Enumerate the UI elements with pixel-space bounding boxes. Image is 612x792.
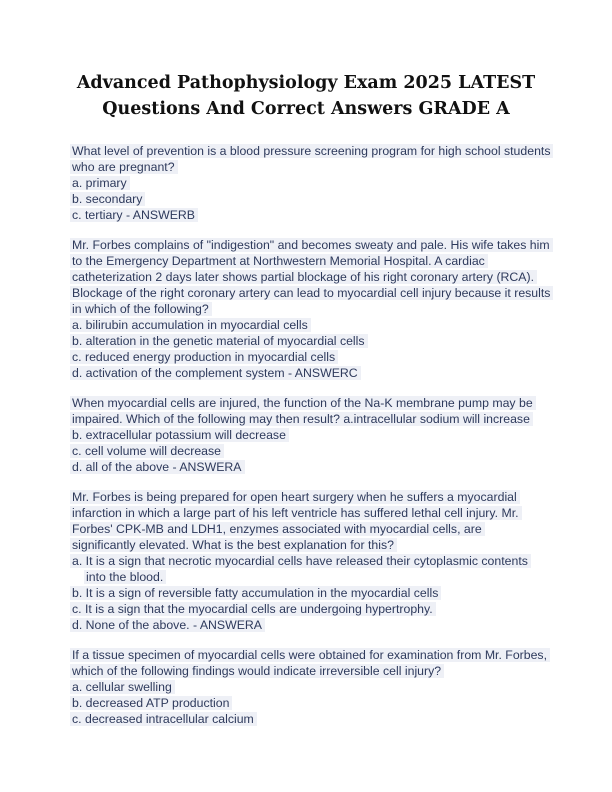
answer-option: b. alteration in the genetic material of myocardial cells bbox=[70, 333, 550, 349]
answer-option-with-key: c. tertiary - ANSWERB bbox=[70, 207, 550, 223]
answer-option: a. bilirubin accumulation in myocardial cells bbox=[70, 317, 550, 333]
question-text-line: to the Emergency Department at Northwestern Memorial Hospital. A cardiac bbox=[70, 253, 550, 269]
question-text-line: catheterization 2 days later shows partial blockage of his right coronary artery (RCA). bbox=[70, 269, 550, 285]
answer-option: c. It is a sign that the myocardial cells are undergoing hypertrophy. bbox=[70, 601, 550, 617]
question-text-line: Blockage of the right coronary artery can lead to myocardial cell injury because it results bbox=[70, 285, 550, 301]
title-line-2: Questions And Correct Answers GRADE A bbox=[102, 99, 510, 119]
question-5 bbox=[70, 647, 550, 727]
question-4 bbox=[70, 489, 550, 633]
question-text-line: If a tissue specimen of myocardial cells were obtained for examination from Mr. Forbes, bbox=[70, 647, 550, 663]
question-list bbox=[70, 143, 550, 741]
question-text-line: What level of prevention is a blood pressure screening program for high school students bbox=[70, 143, 550, 159]
title-line-1: Advanced Pathophysiology Exam 2025 LATEST bbox=[76, 73, 536, 93]
document-title bbox=[40, 70, 572, 122]
answer-option: b. decreased ATP production bbox=[70, 695, 550, 711]
answer-option-continuation: into the blood. bbox=[70, 569, 550, 585]
question-text-line: significantly elevated. What is the best explanation for this? bbox=[70, 537, 550, 553]
question-text-line: who are pregnant? bbox=[70, 159, 550, 175]
answer-option-with-key: d. all of the above - ANSWERA bbox=[70, 459, 550, 475]
question-text-line: infarction in which a large part of his left ventricle has suffered lethal cell injury. Mr. bbox=[70, 505, 550, 521]
answer-option: a. It is a sign that necrotic myocardial cells have released their cytoplasmic contents bbox=[70, 553, 550, 569]
answer-option: a. primary bbox=[70, 175, 550, 191]
answer-option-with-key: d. activation of the complement system - ANSWERC bbox=[70, 365, 550, 381]
question-1 bbox=[70, 143, 550, 223]
answer-option: a. cellular swelling bbox=[70, 679, 550, 695]
answer-option-with-key: d. None of the above. - ANSWERA bbox=[70, 617, 550, 633]
question-text-line: which of the following findings would indicate irreversible cell injury? bbox=[70, 663, 550, 679]
question-text-line: Mr. Forbes complains of "indigestion" and becomes sweaty and pale. His wife takes him bbox=[70, 237, 550, 253]
question-text-line: impaired. Which of the following may then result? a.intracellular sodium will increase bbox=[70, 411, 550, 427]
question-text-line: Forbes' CPK-MB and LDH1, enzymes associated with myocardial cells, are bbox=[70, 521, 550, 537]
answer-option: b. extracellular potassium will decrease bbox=[70, 427, 550, 443]
answer-option: c. reduced energy production in myocardial cells bbox=[70, 349, 550, 365]
question-text-line: When myocardial cells are injured, the function of the Na-K membrane pump may be bbox=[70, 395, 550, 411]
question-text-line: Mr. Forbes is being prepared for open heart surgery when he suffers a myocardial bbox=[70, 489, 550, 505]
answer-option: b. It is a sign of reversible fatty accumulation in the myocardial cells bbox=[70, 585, 550, 601]
question-3 bbox=[70, 395, 550, 475]
answer-option: b. secondary bbox=[70, 191, 550, 207]
question-2 bbox=[70, 237, 550, 381]
answer-option: c. decreased intracellular calcium bbox=[70, 711, 550, 727]
question-text-line: in which of the following? bbox=[70, 301, 550, 317]
answer-option: c. cell volume will decrease bbox=[70, 443, 550, 459]
